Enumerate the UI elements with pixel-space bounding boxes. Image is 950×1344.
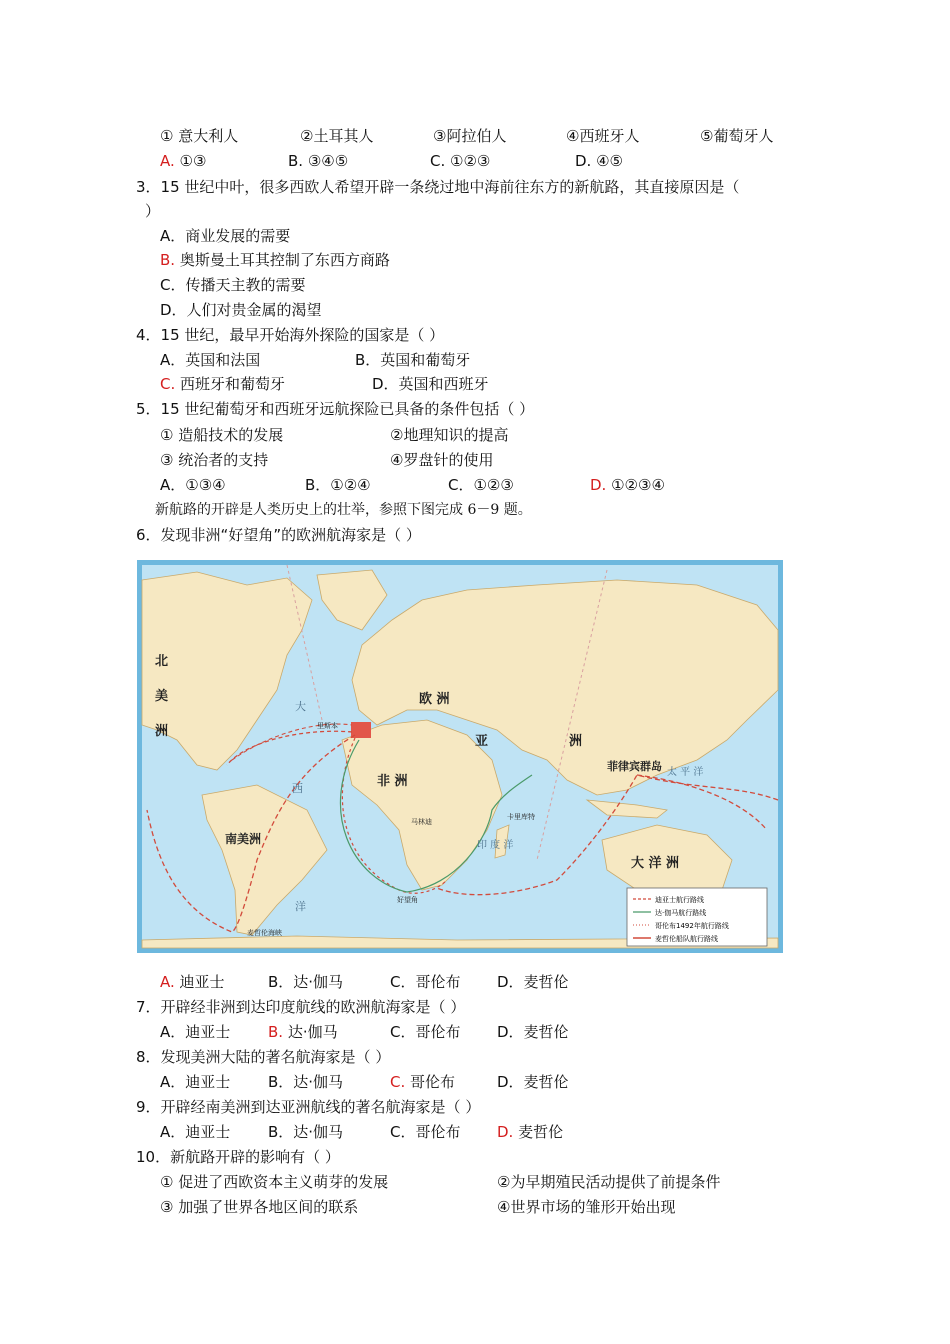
answer-letter: D. <box>590 476 607 494</box>
legend-gama: 达·伽马航行路线 <box>655 909 707 917</box>
q2-option-a <box>160 151 206 171</box>
label-atlantic-2: 西 <box>292 782 303 795</box>
label-south-america: 南美洲 <box>225 832 262 846</box>
q2-item-3: ③阿拉伯人 <box>433 127 507 145</box>
legend-magellan: 麦哲伦船队航行路线 <box>655 935 718 943</box>
q5-option-d <box>590 475 665 495</box>
legend-columbus: 哥伦布1492年航行路线 <box>655 922 729 930</box>
q8-option-c <box>390 1072 455 1092</box>
q9-stem: 9．开辟经南美洲到达亚洲航线的著名航海家是（ ） <box>136 1098 481 1116</box>
q4-option-a: A．英国和法国 <box>160 351 261 369</box>
option-text: 哥伦布 <box>410 1073 456 1091</box>
q2-item-4: ④西班牙人 <box>566 127 640 145</box>
q7-option-b <box>268 1022 338 1042</box>
option-letter: B. <box>288 152 304 170</box>
q2-option-c <box>430 151 490 171</box>
option-text: ①③ <box>179 152 207 170</box>
q6-stem: 6．发现非洲“好望角”的欧洲航海家是（ ） <box>136 526 421 544</box>
label-lisbon: 里斯本 <box>317 722 338 730</box>
q10-item-1: ① 促进了西欧资本主义萌芽的发展 <box>160 1173 389 1191</box>
answer-letter: B. <box>268 1023 284 1041</box>
option-text: 西班牙和葡萄牙 <box>180 375 286 393</box>
q3-option-c: C．传播天主教的需要 <box>160 276 306 294</box>
label-north-america-3: 洲 <box>155 724 169 739</box>
map-intro: 新航路的开辟是人类历史上的壮举，参照下图完成 6－9 题。 <box>155 502 532 518</box>
answer-letter: C. <box>390 1073 406 1091</box>
label-pacific-ocean: 太 平 洋 <box>667 767 704 778</box>
q10-item-4: ④世界市场的雏形开始出现 <box>497 1198 676 1216</box>
answer-letter: A. <box>160 152 175 170</box>
label-asia-b: 洲 <box>569 734 583 749</box>
label-good-hope: 好望角 <box>397 896 418 904</box>
label-africa: 非 洲 <box>377 774 408 789</box>
label-north-america-1: 北 <box>155 654 169 669</box>
q4-option-c <box>160 374 285 394</box>
q5-option-b: B．①②④ <box>305 476 371 494</box>
q10-stem: 10．新航路开辟的影响有（ ） <box>136 1148 340 1166</box>
q8-stem: 8．发现美洲大陆的著名航海家是（ ） <box>136 1048 391 1066</box>
label-asia-a: 亚 <box>475 734 489 749</box>
q6-option-b: B．达·伽马 <box>268 973 344 991</box>
q7-option-a: A．迪亚士 <box>160 1023 231 1041</box>
legend-dias: 迪亚士航行路线 <box>655 896 704 904</box>
q5-item-4: ④罗盘针的使用 <box>390 451 494 469</box>
q2-item-2: ②土耳其人 <box>300 127 374 145</box>
label-atlantic-1: 大 <box>295 700 306 713</box>
map-legend <box>627 888 767 946</box>
q3-stem: 3．15 世纪中叶，很多西欧人希望开辟一条绕过地中海前往东方的新航路，其直接原因是（ <box>136 178 740 196</box>
answer-letter: B. <box>160 251 176 269</box>
q2-item-5: ⑤葡萄牙人 <box>700 127 774 145</box>
q5-option-a: A．①③④ <box>160 476 226 494</box>
answer-letter: A. <box>160 973 175 991</box>
label-magellan-strait: 麦哲伦海峡 <box>247 929 282 937</box>
label-europe: 欧 洲 <box>419 692 450 707</box>
label-indian-ocean: 印 度 洋 <box>477 840 514 851</box>
q2-item-1: ① 意大利人 <box>160 127 239 145</box>
label-philippines: 菲律宾群岛 <box>607 760 662 773</box>
q8-option-b: B．达·伽马 <box>268 1073 344 1091</box>
q4-option-b: B．英国和葡萄牙 <box>355 351 471 369</box>
option-text: 达·伽马 <box>287 1023 338 1041</box>
answer-letter: D. <box>497 1123 514 1141</box>
q3-option-b <box>160 250 390 270</box>
label-north-america-2: 美 <box>155 689 169 704</box>
option-text: ①②③④ <box>611 476 665 494</box>
q3-option-d: D．人们对贵金属的渴望 <box>160 301 322 319</box>
q7-stem: 7．开辟经非洲到达印度航线的欧洲航海家是（ ） <box>136 998 466 1016</box>
option-text: 奥斯曼土耳其控制了东西方商路 <box>179 251 390 269</box>
option-text: ③④⑤ <box>307 152 349 170</box>
q2-option-b <box>288 151 348 171</box>
option-text: 迪亚士 <box>179 973 225 991</box>
label-oceania: 大 洋 洲 <box>631 856 680 871</box>
q10-item-3: ③ 加强了世界各地区间的联系 <box>160 1198 359 1216</box>
q4-option-d: D．英国和西班牙 <box>372 375 489 393</box>
q5-item-2: ②地理知识的提高 <box>390 426 509 444</box>
q2-option-d <box>575 151 623 171</box>
world-map-voyages <box>137 560 783 953</box>
label-malindi: 马林迪 <box>411 818 432 826</box>
q7-option-c: C．哥伦布 <box>390 1023 461 1041</box>
option-letter: C. <box>430 152 446 170</box>
q6-option-d: D．麦哲伦 <box>497 973 569 991</box>
option-text: 麦哲伦 <box>518 1123 564 1141</box>
q9-option-d <box>497 1122 563 1142</box>
q6-option-c: C．哥伦布 <box>390 973 461 991</box>
q3-stem-cont: ） <box>145 202 161 220</box>
answer-letter: C. <box>160 375 176 393</box>
q10-item-2: ②为早期殖民活动提供了前提条件 <box>497 1173 721 1191</box>
q9-option-c: C．哥伦布 <box>390 1123 461 1141</box>
q5-item-1: ① 造船技术的发展 <box>160 426 284 444</box>
q9-option-a: A．迪亚士 <box>160 1123 231 1141</box>
option-letter: D. <box>575 152 592 170</box>
q8-option-a: A．迪亚士 <box>160 1073 231 1091</box>
q9-option-b: B．达·伽马 <box>268 1123 344 1141</box>
q5-option-c: C．①②③ <box>448 476 514 494</box>
q6-option-a <box>160 972 225 992</box>
q3-option-a: A．商业发展的需要 <box>160 227 291 245</box>
label-atlantic-3: 洋 <box>295 900 306 913</box>
q4-stem: 4．15 世纪，最早开始海外探险的国家是（ ） <box>136 326 445 344</box>
q8-option-d: D．麦哲伦 <box>497 1073 569 1091</box>
q5-item-3: ③ 统治者的支持 <box>160 451 269 469</box>
q5-stem: 5．15 世纪葡萄牙和西班牙远航探险已具备的条件包括（ ） <box>136 400 535 418</box>
label-calicut: 卡里库特 <box>507 813 535 821</box>
option-text: ①②③ <box>450 152 491 170</box>
q7-option-d: D．麦哲伦 <box>497 1023 569 1041</box>
option-text: ④⑤ <box>596 152 624 170</box>
